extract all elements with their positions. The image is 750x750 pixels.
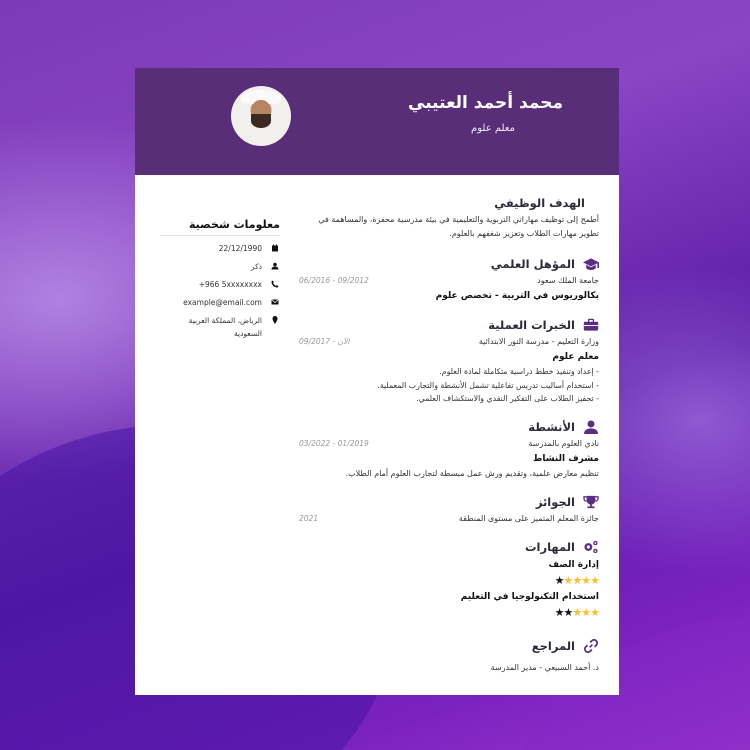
info-email: example@email.com [160, 296, 280, 309]
award-name: جائزة المعلم المتميز على مستوى المنطقة [458, 513, 599, 523]
activities-organization: نادي العلوم بالمدرسة [528, 438, 599, 448]
info-location: الرياض، المملكة العربية السعودية [160, 314, 280, 340]
resume-page [135, 68, 619, 695]
experience-date: الآن - 09/2017 [299, 337, 350, 346]
avatar [231, 86, 291, 146]
reference-entry: د. أحمد السبيعي - مدير المدرسة [490, 662, 599, 672]
references-section [299, 639, 599, 675]
star-empty-icon: ★★ [554, 605, 573, 619]
candidate-job-title: معلم علوم [471, 123, 515, 134]
info-gender: ذكر [160, 260, 280, 273]
personal-info-section [160, 218, 280, 345]
user-icon [583, 420, 599, 434]
awards-title: الجوائز [535, 494, 575, 509]
awards-section [299, 495, 599, 526]
star-filled-icon: ★★★ [572, 605, 599, 619]
user-icon [270, 260, 280, 270]
skill-rating [299, 573, 599, 589]
skill-rating [299, 605, 599, 621]
award-date: 2021 [299, 513, 319, 523]
activities-date: 03/2022 - 01/2019 [299, 438, 369, 448]
skills-title: المهارات [525, 539, 575, 554]
objective-section [299, 196, 599, 241]
personal-info-title: معلومات شخصية [160, 218, 280, 236]
main-column [299, 196, 599, 689]
link-icon [583, 639, 599, 653]
skills-section [299, 540, 599, 621]
skill-name: إدارة الصف [548, 559, 599, 570]
map-marker-icon [270, 314, 280, 324]
experience-bullet: - إعداد وتنفيذ خطط دراسية متكاملة لمادة العلوم. [439, 367, 599, 376]
info-birthdate: 22/12/1990 [160, 242, 280, 255]
calendar-icon [270, 242, 280, 252]
experience-employer: وزارة التعليم - مدرسة النور الابتدائية [478, 337, 599, 346]
experience-title: الخبرات العملية [488, 318, 575, 332]
gears-icon [583, 540, 599, 554]
education-degree: بكالوريوس في التربية - تخصص علوم [435, 291, 599, 301]
phone-icon [270, 278, 280, 288]
star-empty-icon: ★ [554, 573, 564, 587]
experience-bullet: - تحفيز الطلاب على التفكير النقدي والاستكشاف العلمي. [416, 394, 599, 403]
briefcase-icon [583, 318, 599, 332]
envelope-icon [270, 296, 280, 306]
graduation-cap-icon [583, 257, 599, 271]
resume-header [135, 68, 619, 175]
education-title: المؤهل العلمي [490, 257, 575, 271]
experience-bullet: - استخدام أساليب تدريس تفاعلية تشمل الأنشطة والتجارب المعملية. [377, 380, 599, 390]
experience-role: معلم علوم [552, 352, 599, 362]
activities-title: الأنشطة [528, 419, 575, 434]
skill-name: استخدام التكنولوجيا في التعليم [460, 591, 599, 602]
activities-section [299, 420, 599, 481]
references-title: المراجع [531, 638, 575, 653]
star-filled-icon: ★★★★ [563, 573, 599, 587]
activities-description: تنظيم معارض علمية، وتقديم ورش عمل مبسطة لتجارب العلوم أمام الطلاب. [345, 468, 599, 478]
objective-title: الهدف الوظيفي [494, 196, 585, 210]
education-institution: جامعة الملك سعود [537, 276, 599, 285]
trophy-icon [583, 495, 599, 509]
education-section [299, 257, 599, 304]
candidate-name: محمد أحمد العتيبي [408, 93, 563, 113]
activities-role: مشرف النشاط [533, 453, 599, 464]
experience-section [299, 318, 599, 406]
education-date: 06/2016 - 09/2012 [299, 276, 369, 285]
objective-text: أطمح إلى توظيف مهاراتي التربوية والتعليمية في بيئة مدرسية محفزة، والمساهمة في تطوير مهارات الطلاب وتعزيز شغفهم بالعلوم. [318, 215, 599, 238]
info-phone: +966 5xxxxxxxx [160, 278, 280, 291]
